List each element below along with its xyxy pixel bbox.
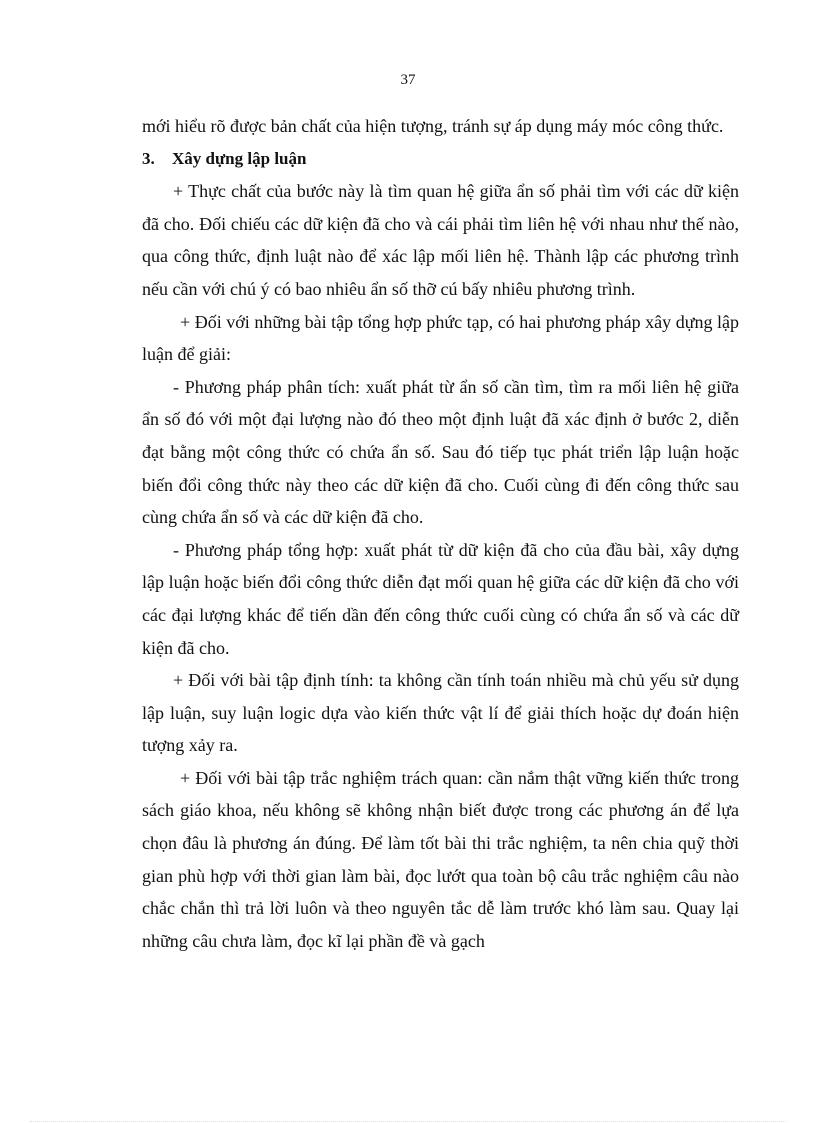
paragraph-continuation: mới hiểu rõ được bản chất của hiện tượng, tránh sự áp dụng máy móc công thức. <box>142 116 724 136</box>
page-content <box>142 110 739 957</box>
section-title: Xây dựng lập luận <box>172 148 307 168</box>
section-heading <box>142 143 739 176</box>
paragraph: + Đối với bài tập trắc nghiệm trách quan: cần nắm thật vững kiến thức trong sách giáo khoa, nếu không sẽ không nhận biết được trong các phương án để lựa chọn đâu là phương án đúng. Để làm tốt bài thi trắc nghiệm, ta nên chia quỹ thời gian phù hợp với thời gian làm bài, đọc lướt qua toàn bộ câu trắc nghiệm câu nào chắc chắn thì trả lời luôn và theo nguyên tắc dễ làm trước khó làm sau. Quay lại những câu chưa làm, đọc kĩ lại phần đề và gạch <box>142 767 739 951</box>
paragraph: + Đối với bài tập định tính: ta không cần tính toán nhiều mà chủ yếu sử dụng lập luận, suy luận logic dựa vào kiến thức vật lí để giải thích hoặc dự đoán hiện tượng xảy ra. <box>142 670 739 756</box>
paragraph: + Đối với những bài tập tổng hợp phức tạp, có hai phương pháp xây dựng lập luận để giải: <box>142 311 739 365</box>
paragraph: + Thực chất của bước này là tìm quan hệ giữa ẩn số phải tìm với các dữ kiện đã cho. Đối chiếu các dữ kiện đã cho và cái phải tìm liên hệ với nhau như thế nào, qua công thức, định luật nào để xác lập mối liên hệ. Thành lập các phương trình nếu cần với chú ý có bao nhiêu ẩn số thỡ cú bấy nhiêu phương trình. <box>142 181 739 299</box>
section-number: 3. <box>142 148 155 168</box>
page-number: 37 <box>400 72 416 88</box>
page-bottom-divider <box>30 1121 786 1122</box>
paragraph: - Phương pháp phân tích: xuất phát từ ẩn số cần tìm, tìm ra mối liên hệ giữa ẩn số đó với một đại lượng nào đó theo một định luật đã xác định ở bước 2, diễn đạt bằng một công thức có chứa ẩn số. Sau đó tiếp tục phát triển lập luận hoặc biến đổi công thức này theo các dữ kiện đã cho. Cuối cùng đi đến công thức sau cùng chứa ẩn số và các dữ kiện đã cho. <box>142 376 739 528</box>
paragraph: - Phương pháp tổng hợp: xuất phát từ dữ kiện đã cho của đầu bài, xây dựng lập luận hoặc biến đổi công thức diễn đạt mối quan hệ giữa các dữ kiện đã cho với các đại lượng khác để tiến dần đến công thức cuối cùng có chứa ẩn số và các dữ kiện đã cho. <box>142 539 739 658</box>
